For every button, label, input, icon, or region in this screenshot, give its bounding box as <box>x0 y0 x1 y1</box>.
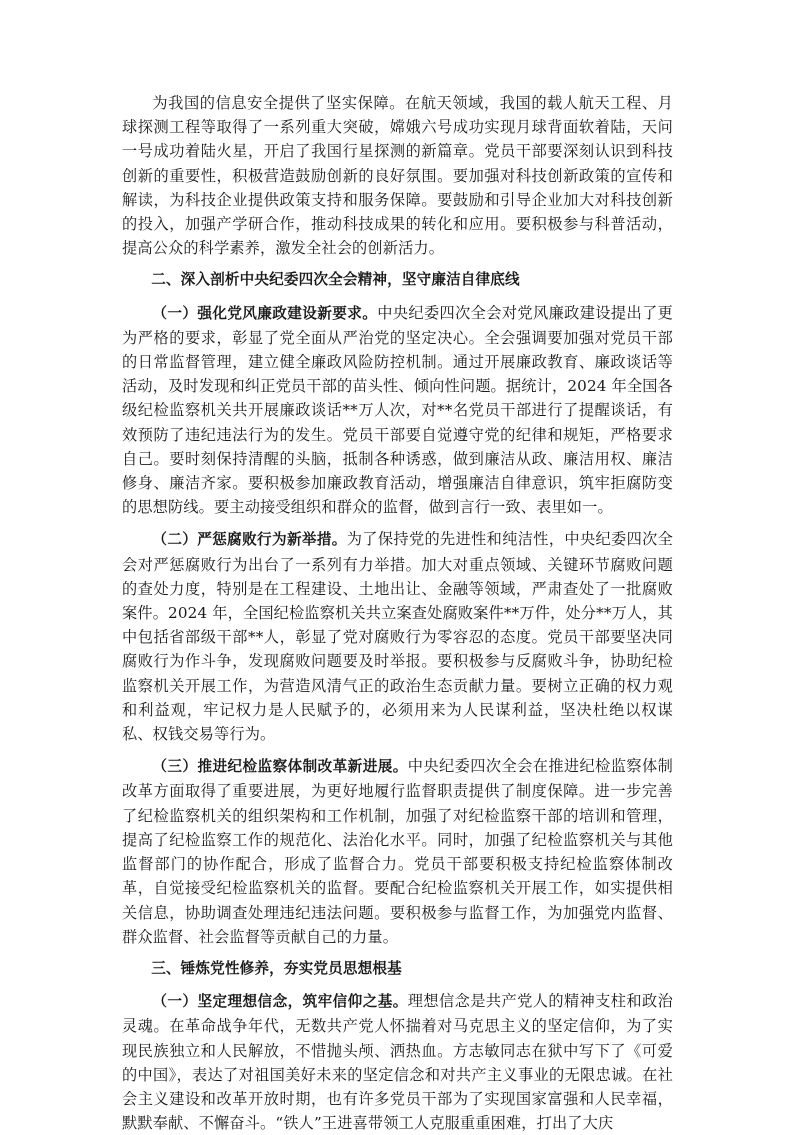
section-2-paragraph-2 <box>122 527 673 746</box>
section-2-paragraph-1-text: 中央纪委四次全会对党风廉政建设提出了更为严格的要求，彰显了党全面从严治党的坚定决心。全会强调要加强对党员干部的日常监督管理，建立健全廉政风险防控机制。通过开展廉政教育、廉政谈话等活动，及时发现和纠正党员干部的苗头性、倾向性问题。据统计，2024 年全国各级纪检监察机关共开展廉政谈话**万人次，对**名党员干部进行了提醒谈话，有效预防了违纪违法行为的发生。党员干部要自觉遵守党的纪律和规矩，严格要求自己。要时刻保持清醒的头脑，抵制各种诱惑，做到廉洁从政、廉洁用权、廉洁修身、廉洁齐家。要积极参加廉政教育活动，增强廉洁自律意识，筑牢拒腐防变的思想防线。要主动接受组织和群众的监督，做到言行一致、表里如一。 <box>122 303 673 517</box>
section-2-paragraph-2-text: 为了保持党的先进性和纯洁性，中央纪委四次全会对严惩腐败行为出台了一系列有力举措。加大对重点领域、关键环节腐败问题的查处力度，特别是在工程建设、土地出让、金融等领域，严肃查处了一批腐败案件。2024 年，全国纪检监察机关共立案查处腐败案件**万件，处分**万人，其中包括省部级干部**人，彰显了党对腐败行为零容忍的态度。党员干部要坚决同腐败行为作斗争，发现腐败问题要及时举报。要积极参与反腐败斗争，协助纪检监察机关开展工作，为营造风清气正的政治生态贡献力量。要树立正确的权力观和利益观，牢记权力是人民赋予的，必须用来为人民谋利益，坚决杜绝以权谋私、权钱交易等行为。 <box>122 530 674 744</box>
section-2-paragraph-3-lead: （三）推进纪检监察体制改革新进展。 <box>152 758 408 776</box>
section-2-heading: 二、深入剖析中央纪委四次全会精神，坚守廉洁自律底线 <box>151 271 520 289</box>
section-2-paragraph-3 <box>122 754 673 949</box>
section-3-paragraph-1-lead: （一）坚定理想信念，筑牢信仰之基。 <box>152 993 408 1011</box>
section-3-paragraph-1-text: 理想信念是共产党人的精神支柱和政治灵魂。在革命战争年代，无数共产党人怀揣着对马克思主义的坚定信仰，为了实现民族独立和人民解放，不惜抛头颅、洒热血。方志敏同志在狱中写下了《可爱的中国》，表达了对祖国美好未来的坚定信念和对共产主义事业的无限忠诚。在社会主义建设和改革开放时期，也有许多党员干部为了实现国家富强和人民幸福，默默奉献、不懈奋斗。“铁人”王进喜带领工人克服重重困难，打出了大庆 <box>122 992 673 1133</box>
section-2-paragraph-1 <box>122 301 673 520</box>
section-3-heading: 三、锤炼党性修养，夯实党员思想根基 <box>151 959 402 977</box>
section-2-paragraph-3-text: 中央纪委四次全会在推进纪检监察体制改革方面取得了重要进展，为更好地履行监督职责提供了制度保障。进一步完善了纪检监察机关的组织架构和工作机制，加强了对纪检监察干部的培训和管理，提高了纪检监察工作的规范化、法治化水平。同时，加强了纪检监察机关与其他监督部门的协作配合，形成了监督合力。党员干部要积极支持纪检监察体制改革，自觉接受纪检监察机关的监督。要配合纪检监察机关开展工作，如实提供相关信息，协助调查处理违纪违法问题。要积极参与监督工作，为加强党内监督、群众监督、社会监督等贡献自己的力量。 <box>122 757 673 946</box>
intro-paragraph: 为我国的信息安全提供了坚实保障。在航天领域，我国的载人航天工程、月球探测工程等取得了一系列重大突破，嫦娥六号成功实现月球背面软着陆，天问一号成功着陆火星，开启了我国行星探测的新篇章。党员干部要深刻认识到科技创新的重要性，积极营造鼓励创新的良好氛围。要加强对科技创新政策的宣传和解读，为科技企业提供政策支持和服务保障。要鼓励和引导企业加大对科技创新的投入，加强产学研合作，推动科技成果的转化和应用。要积极参与科普活动，提高公众的科学素养，激发全社会的创新活力。 <box>122 94 673 258</box>
section-2-paragraph-1-lead: （一）强化党风廉政建设新要求。 <box>152 304 378 322</box>
document-page <box>122 91 673 1135</box>
section-3-paragraph-1 <box>122 989 673 1135</box>
section-2-paragraph-2-lead: （二）严惩腐败行为新举措。 <box>152 531 347 549</box>
